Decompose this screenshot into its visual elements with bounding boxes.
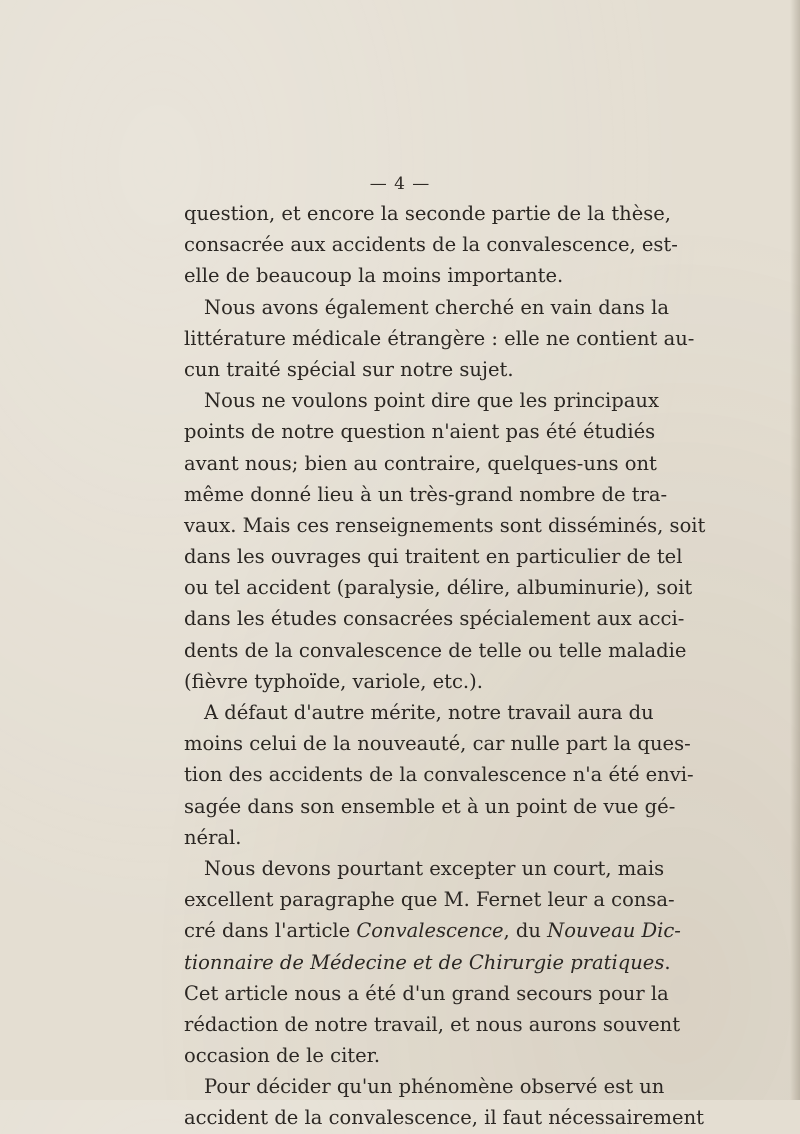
- line-text: rédaction de notre travail, et nous aurons souvent: [184, 1012, 681, 1036]
- text-line: [184, 947, 671, 978]
- text-line: [184, 572, 693, 603]
- text-line: [184, 260, 624, 291]
- text-line: [184, 541, 683, 572]
- text-line: [184, 1071, 665, 1102]
- text-line: [184, 510, 706, 541]
- text-line: [184, 354, 624, 385]
- text-line: [184, 292, 669, 323]
- text-line: [184, 853, 665, 884]
- line-text: dans les études consacrées spécialement aux acci-: [184, 607, 685, 631]
- line-text: points de notre question n'aient pas été étudiés: [184, 420, 656, 444]
- line-text: avant nous; bien au contraire, quelques-uns ont: [184, 451, 657, 475]
- text-line: [184, 1040, 624, 1071]
- text-line: [184, 1009, 681, 1040]
- line-text: A défaut d'autre mérite, notre travail aura du: [204, 701, 654, 724]
- line-text: cun traité spécial sur notre sujet.: [184, 357, 514, 381]
- italic-text: tionnaire de Médecine et de Chirurgie pratiques: [184, 950, 665, 974]
- text-line: [184, 635, 687, 666]
- line-text: (fièvre typhoïde, variole, etc.).: [184, 669, 483, 693]
- line-text: occasion de le citer.: [184, 1044, 381, 1068]
- line-text: dans les ouvrages qui traitent en particulier de tel: [184, 545, 683, 569]
- text-line: [184, 1102, 704, 1133]
- line-text: Cet article nous a été d'un grand secours pour la: [184, 981, 669, 1005]
- line-text: même donné lieu à un très-grand nombre de tra-: [184, 482, 668, 506]
- page-edge-shadow: [790, 0, 800, 1100]
- text-line: [184, 385, 659, 416]
- line-text: tion des accidents de la convalescence n'a été envi-: [184, 763, 694, 787]
- line-text: , du: [503, 919, 548, 943]
- text-line: [184, 978, 669, 1009]
- line-text: littérature médicale étrangère : elle ne contient au-: [184, 326, 695, 350]
- line-text: Nous devons pourtant excepter un court, mais: [204, 856, 665, 880]
- line-text: Pour décider qu'un phénomène observé est un: [204, 1075, 665, 1099]
- text-line: [184, 728, 691, 759]
- text-line: [184, 198, 672, 229]
- line-text: elle de beaucoup la moins importante.: [184, 264, 564, 288]
- line-text: .: [664, 950, 671, 974]
- line-text: excellent paragraphe que M. Fernet leur a consa-: [184, 888, 675, 912]
- text-line: [184, 479, 668, 510]
- italic-text: Convalescence: [356, 919, 504, 943]
- text-line: [184, 603, 685, 634]
- line-text: néral.: [184, 825, 242, 849]
- line-text: Nous avons également cherché en vain dans la: [204, 295, 669, 319]
- page-number: — 4 —: [369, 174, 431, 194]
- text-line: [184, 448, 657, 479]
- text-line: [184, 884, 675, 915]
- line-text: vaux. Mais ces renseignements sont disséminés, soit: [184, 513, 706, 537]
- text-line: [184, 822, 624, 853]
- line-text: cré dans l'article: [184, 919, 357, 943]
- line-text: consacrée aux accidents de la convalescence, est-: [184, 233, 678, 257]
- text-line: [184, 791, 676, 822]
- line-text: Nous ne voulons point dire que les principaux: [204, 389, 659, 413]
- line-text: dents de la convalescence de telle ou telle maladie: [184, 638, 687, 662]
- text-line: [184, 323, 695, 354]
- text-line: [184, 416, 656, 447]
- line-text: sagée dans son ensemble et à un point de vue gé-: [184, 794, 676, 818]
- line-text: moins celui de la nouveauté, car nulle part la ques-: [184, 732, 691, 756]
- line-text: question, et encore la seconde partie de la thèse,: [184, 202, 672, 225]
- text-line: [184, 229, 678, 260]
- text-line: [184, 759, 694, 790]
- body-text: [184, 198, 706, 1134]
- line-text: ou tel accident (paralysie, délire, albuminurie), soit: [184, 576, 693, 600]
- text-line: [184, 697, 654, 728]
- text-line: [184, 666, 624, 697]
- line-text: accident de la convalescence, il faut nécessairement: [184, 1106, 704, 1130]
- italic-text: Nouveau Dic-: [547, 919, 681, 943]
- text-line: [184, 915, 681, 946]
